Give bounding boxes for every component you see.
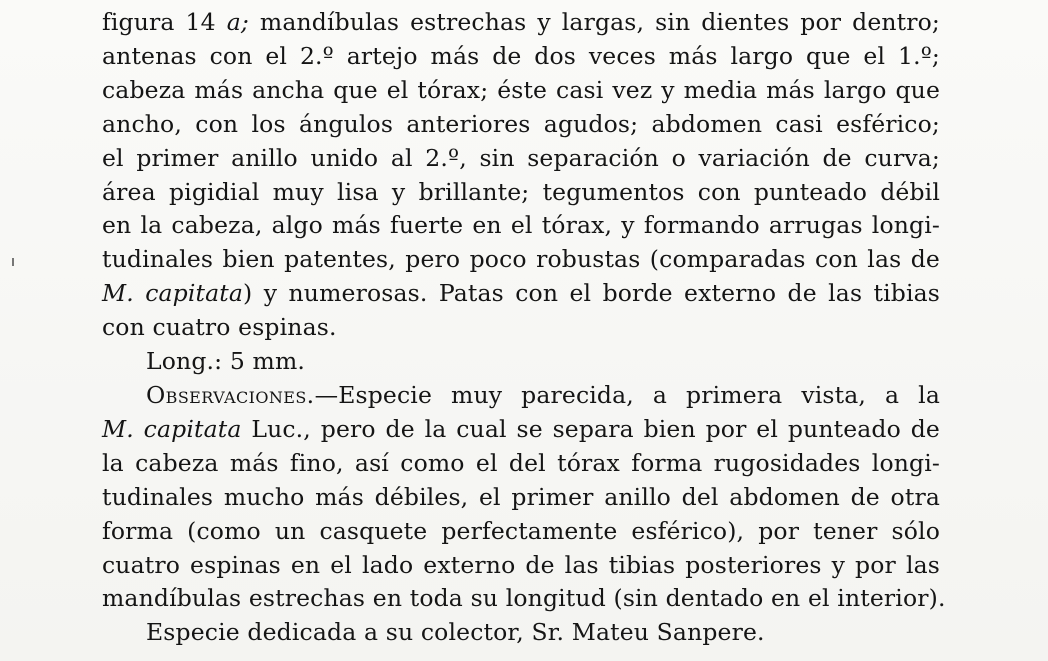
text-span: Luc., pero de la cual se separa bien por el punteado de [241,414,940,443]
text-span: antenas con el 2.º artejo más de dos veces más largo que el 1.º; [102,41,940,70]
text-line [102,549,940,583]
margin-speck [12,258,14,266]
text-span: la cabeza más fino, así como el del tórax forma rugosidades longi- [102,448,940,477]
text-span: Especie dedicada a su colector, Sr. Mateu Sanpere. [146,618,765,647]
text-line [102,447,940,481]
text-span: tudinales mucho más débiles, el primer anillo del abdomen de otra [102,482,940,511]
text-line [102,209,940,243]
text-line [102,311,940,345]
text-line [102,6,940,40]
text-line [102,108,940,142]
italic-span: a; [226,8,249,36]
text-line [102,379,940,413]
text-span: el primer anillo unido al 2.º, sin separación o variación de curva; [102,143,940,172]
text-line [102,74,940,108]
text-span: ancho, con los ángulos anteriores agudos; abdomen casi esférico; [102,109,940,138]
text-span: tudinales bien patentes, pero poco robustas (comparadas con las de [102,245,940,274]
text-span: en la cabeza, algo más fuerte en el tórax, y formando arrugas longi- [102,211,940,240]
text-span: mandíbulas estrechas y largas, sin dientes por dentro; [248,8,940,36]
body-text [102,6,946,650]
text-line [102,176,940,210]
italic-span: M. capitata [102,414,242,443]
text-span: cuatro espinas en el lado externo de las tibias posteriores y por las [102,550,940,579]
text-span: con cuatro espinas. [102,313,337,342]
text-span: forma (como un casquete perfectamente esférico), por tener sólo [102,516,940,545]
text-span: —Especie muy parecida, a primera vista, a la [314,380,940,409]
text-span: cabeza más ancha que el tórax; éste casi vez y media más largo que [102,75,940,104]
text-span: mandíbulas estrechas en toda su longitud (sin dentado en el interior). [102,584,946,613]
text-line [102,413,940,447]
text-line [102,345,940,379]
text-line [102,616,940,650]
text-line [102,515,940,549]
text-span: ) y numerosas. Patas con el borde externo de las tibias [243,279,941,308]
text-line [102,481,940,515]
text-span: Long.: 5 mm. [146,347,306,376]
text-span: figura 14 [102,8,227,36]
text-line [102,277,940,311]
italic-span: M. capitata [102,279,244,308]
text-line [102,40,940,74]
text-line [102,142,940,176]
smallcaps-heading: Observaciones. [146,380,315,409]
text-line [102,243,940,277]
text-line [102,582,946,616]
text-span: área pigidial muy lisa y brillante; tegumentos con punteado débil [102,177,940,206]
